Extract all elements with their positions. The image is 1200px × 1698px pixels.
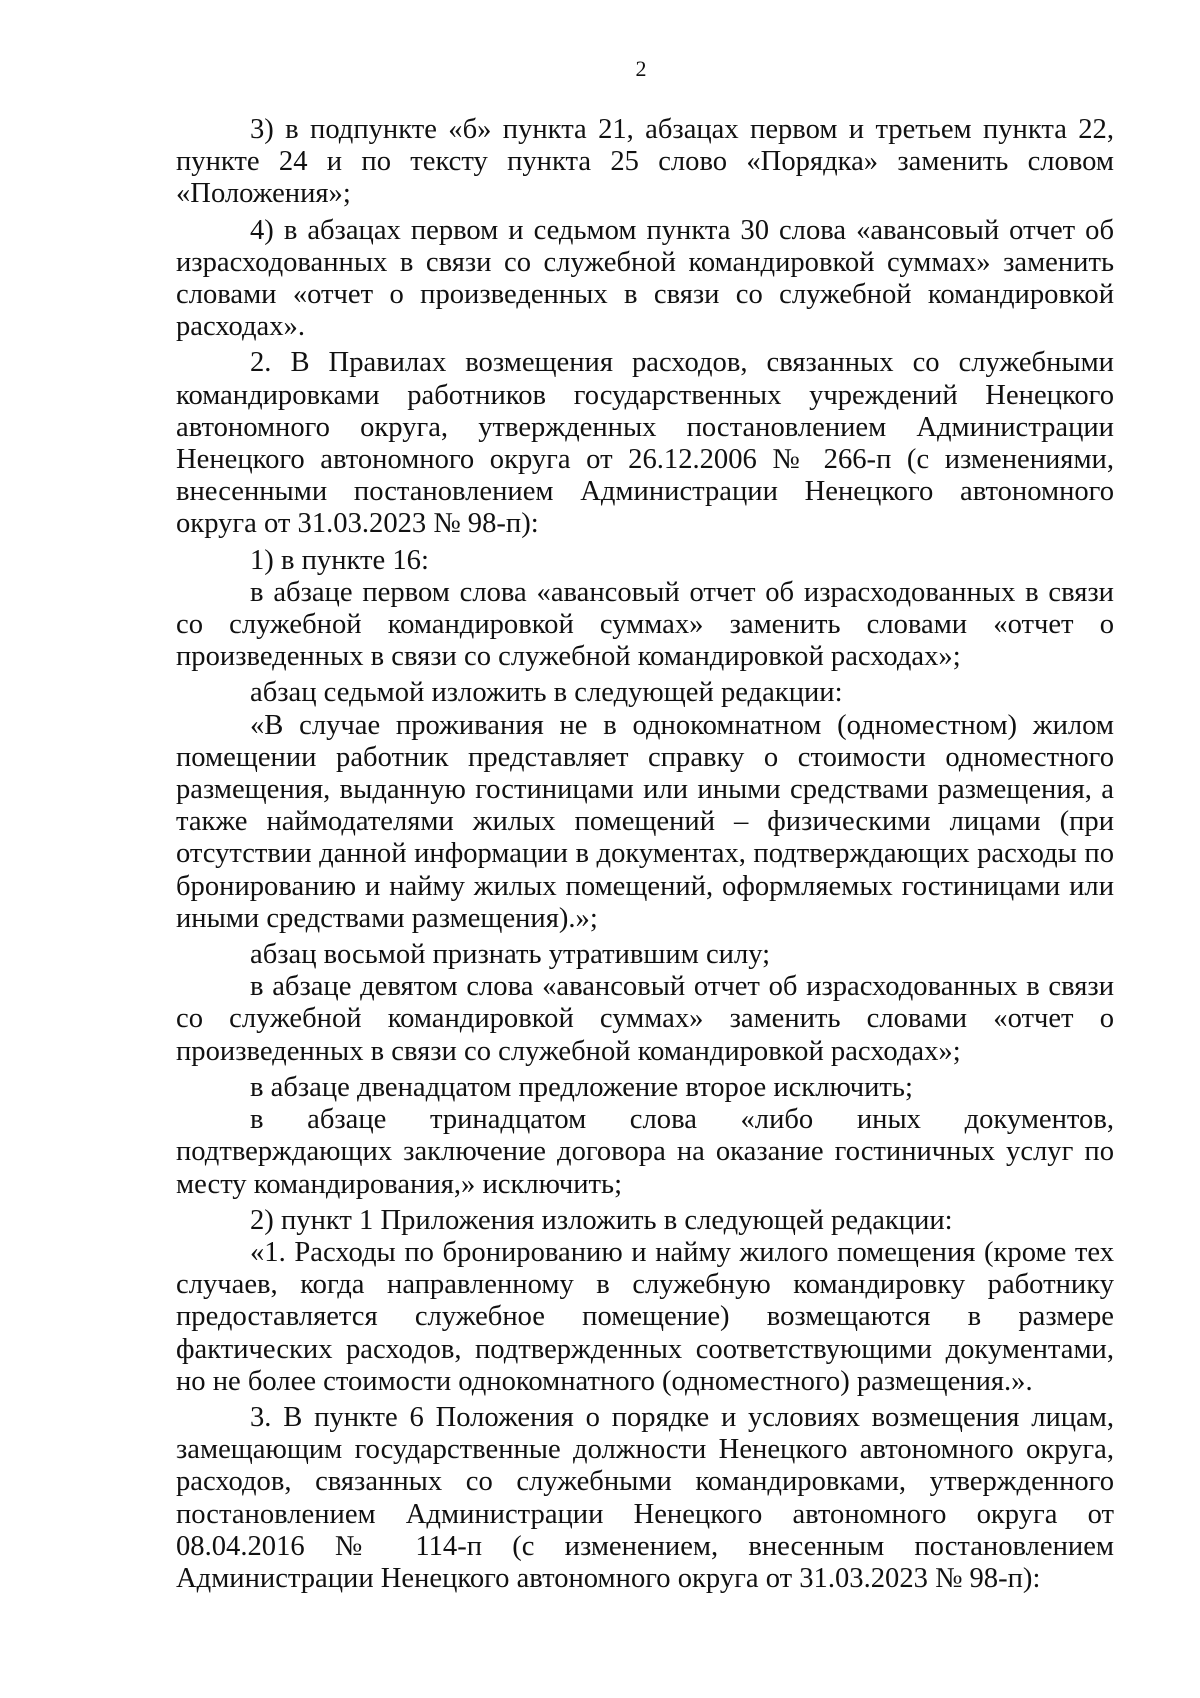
paragraph-item-2-prilozhenie: 2) пункт 1 Приложения изложить в следующей редакции: — [250, 1204, 953, 1236]
paragraph-abzac-vosmoj: абзац восьмой признать утратившим силу; — [250, 939, 771, 971]
paragraph-abzac-pervyj: в абзаце первом слова «авансовый отчет об израсходованных в связи со служебной командировкой суммах» заменить словами «отчет о произведенных в связи со служебной командировкой расходах»; — [176, 576, 1114, 673]
paragraph-section-2-pravila: 2. В Правилах возмещения расходов, связанных со служебными командировками работников государственных учреждений Ненецкого автономного округа, утвержденных постановлением Администрации Ненецкого автономного округа от 26.12.2006 № 266-п (с изменениями, внесенными постановлением Администрации Ненецкого автономного округа от 31.03.2023 № 98-п): — [176, 347, 1114, 540]
paragraph-quote-rashody: «1. Расходы по бронированию и найму жилого помещения (кроме тех случаев, когда направленному в служебную командировку работнику предоставляется служебное помещение) возмещаются в размере фактических расходов, подтвержденных соответствующими документами, но не более стоимости однокомнатного (одноместного) размещения.». — [176, 1236, 1114, 1397]
paragraph-section-3-polozhenie: 3. В пункте 6 Положения о порядке и условиях возмещения лицам, замещающим государственные должности Ненецкого автономного округа, расходов, связанных со служебными командировками, утвержденного постановлением Администрации Ненецкого автономного округа от 08.04.2016 № 114-п (с изменением, внесенным постановлением Администрации Ненецкого автономного округа от 31.03.2023 № 98-п): — [176, 1401, 1114, 1594]
paragraph-abzac-devyatyj: в абзаце девятом слова «авансовый отчет об израсходованных в связи со служебной командировкой суммах» заменить словами «отчет о произведенных в связи со служебной командировкой расходах»; — [176, 971, 1114, 1067]
paragraph-abzac-dvenadcatyj: в абзаце двенадцатом предложение второе исключить; — [250, 1071, 913, 1103]
paragraph-quote-prozhivanie: «В случае проживания не в однокомнатном (одноместном) жилом помещении работник представляет справку о стоимости одноместного размещения, выданную гостиницами или иными средствами размещения, а также наймодателями жилых помещений – физическими лицами (при отсутствии данной информации в документах, подтверждающих расходы по бронированию и найму жилых помещений, оформляемых гостиницами или иными средствами размещения).»; — [176, 709, 1114, 934]
paragraph-abzac-trinadcatyj: в абзаце тринадцатом слова «либо иных документов, подтверждающих заключение договора на оказание гостиничных услуг по месту командирования,» исключить; — [176, 1104, 1114, 1200]
paragraph-item-4-punkt-30: 4) в абзацах первом и седьмом пункта 30 слова «авансовый отчет об израсходованных в связи со служебной командировкой суммах» заменить словами «отчет о произведенных в связи со служебной командировкой расходах». — [176, 214, 1114, 343]
document-body — [176, 114, 1114, 1599]
paragraph-abzac-sedmoj: абзац седьмой изложить в следующей редакции: — [250, 677, 843, 709]
paragraph-item-1-punkt-16: 1) в пункте 16: — [250, 544, 429, 576]
page-number: 2 — [635, 56, 647, 81]
paragraph-item-3-podpunkt: 3) в подпункте «б» пункта 21, абзацах первом и третьем пункта 22, пункте 24 и по тексту пункта 25 слово «Порядка» заменить словом «Положения»; — [176, 114, 1114, 210]
